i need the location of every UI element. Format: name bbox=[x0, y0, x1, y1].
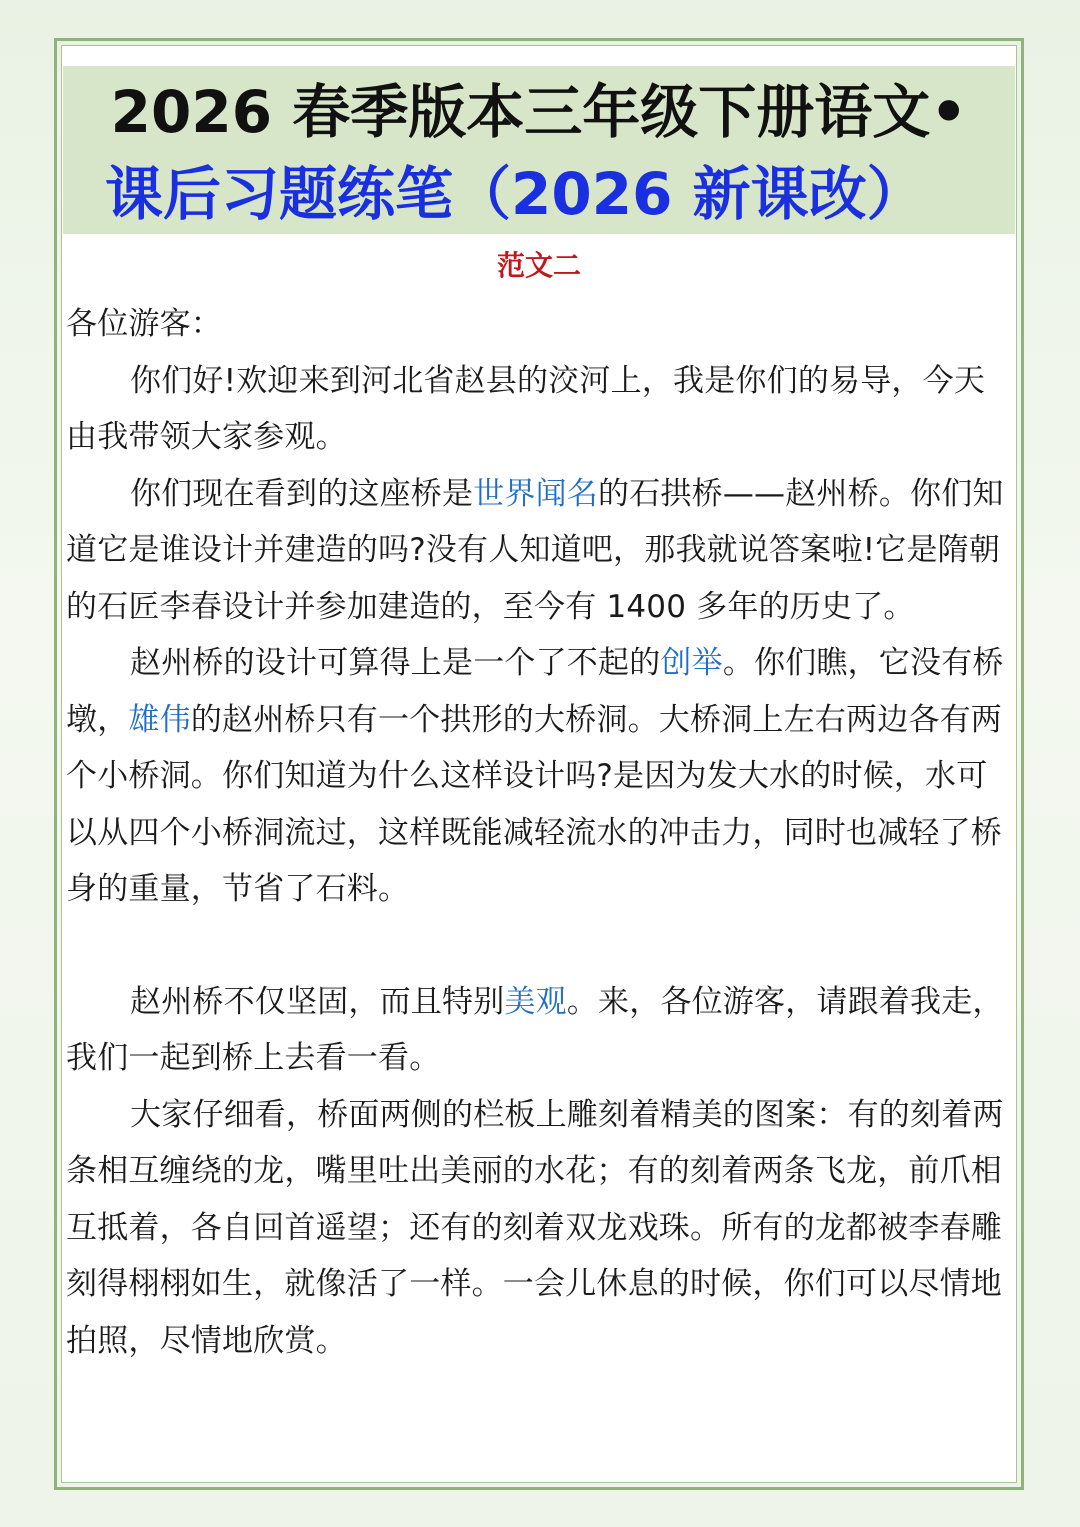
highlight-magnificent: 雄伟 bbox=[128, 701, 191, 738]
paragraph-4-text-b: 。来，各位游客，请跟着我走，我们一起到桥上去看一看。 bbox=[66, 983, 1004, 1076]
title-banner bbox=[63, 66, 1015, 234]
highlight-beautiful: 美观 bbox=[504, 983, 567, 1020]
paragraph-3-text-a: 赵州桥的设计可算得上是一个了不起的 bbox=[130, 645, 661, 681]
paragraph-3 bbox=[66, 635, 1012, 918]
paragraph-3-text-b: 。你们瞧，它没有桥墩， bbox=[66, 645, 1004, 738]
highlight-world-famous: 世界闻名 bbox=[473, 475, 599, 512]
paragraph-2 bbox=[66, 466, 1012, 636]
highlight-innovation: 创举 bbox=[660, 645, 723, 681]
title-line-1: 2026 春季版本三年级下册语文• bbox=[110, 78, 968, 146]
paragraph-4-text-a: 赵州桥不仅坚固，而且特别 bbox=[130, 983, 505, 1020]
paragraph-5: 大家仔细看，桥面两侧的栏板上雕刻着精美的图案：有的刻着两条相互缠绕的龙，嘴里吐出美丽的水花；有的刻着两条飞龙，前爪相互抵着，各自回首遥望；还有的刻着双龙戏珠。所有的龙都被李春雕刻得栩栩如生，就像活了一样。一会儿休息的时候，你们可以尽情地拍照，尽情地欣赏。 bbox=[66, 1096, 1004, 1359]
paragraph-4 bbox=[66, 974, 1012, 1087]
section-subtitle: 范文二 bbox=[496, 249, 581, 282]
paragraph-gap bbox=[66, 918, 1012, 974]
greeting-line: 各位游客： bbox=[66, 306, 222, 342]
title-line-2: 课后习题练笔（2026 新课改） bbox=[105, 160, 925, 228]
paragraph-3-text-c: 的赵州桥只有一个拱形的大桥洞。大桥洞上左右两边各有两个小桥洞。你们知道为什么这样设计吗?是因为发大水的时候，水可以从四个小桥洞流过，这样既能减轻流水的冲击力，同时也减轻了桥身的重量，节省了石料。 bbox=[66, 701, 1003, 907]
paragraph-2-text-b: 的石拱桥——赵州桥。你们知道它是谁设计并建造的吗?没有人知道吧，那我就说答案啦!它是隋朝的石匠李春设计并参加建造的，至今有 1400 多年的历史了。 bbox=[66, 475, 1004, 625]
paragraph-2-text-a: 你们现在看到的这座桥是 bbox=[130, 475, 474, 512]
essay-body bbox=[66, 296, 1012, 1369]
paragraph-1: 你们好!欢迎来到河北省赵县的洨河上，我是你们的易导，今天由我带领大家参观。 bbox=[66, 362, 986, 455]
